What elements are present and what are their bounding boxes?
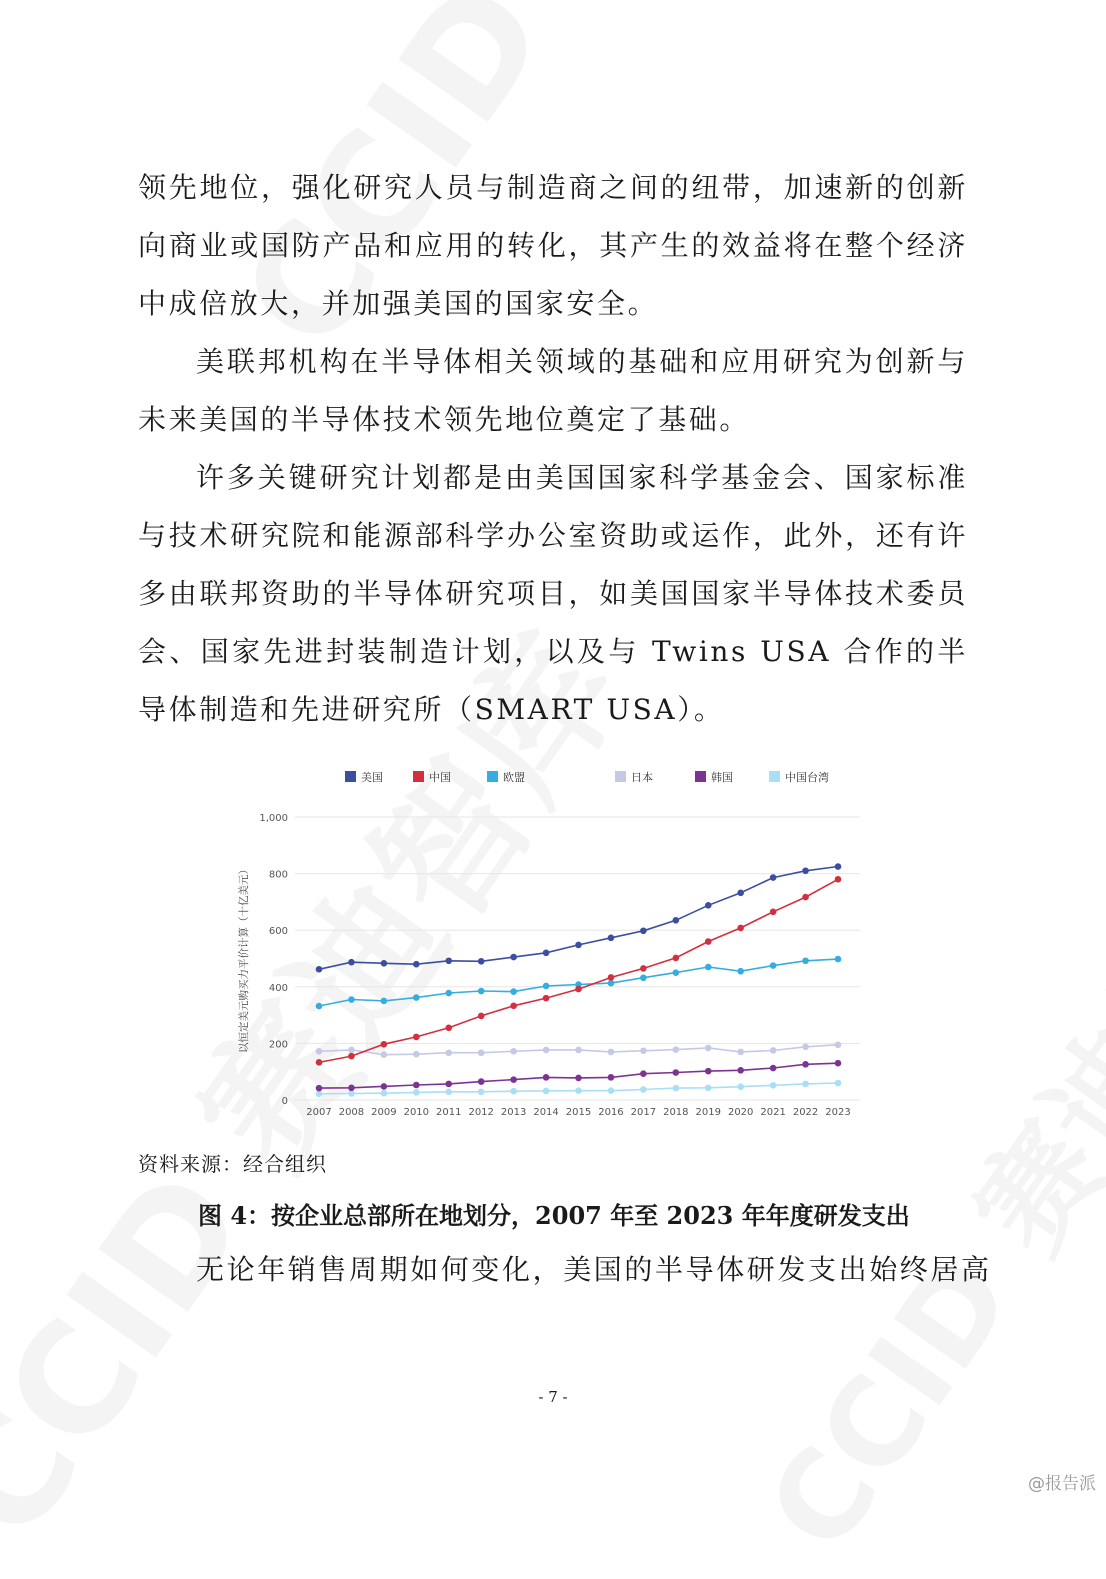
data-point [445, 990, 452, 997]
data-point [445, 1088, 452, 1095]
data-point [835, 876, 842, 883]
data-point [348, 1047, 355, 1054]
data-point [802, 957, 809, 964]
x-tick-label: 2014 [533, 1107, 559, 1118]
x-tick-label: 2010 [403, 1107, 430, 1118]
page-number: - 7 - [538, 1388, 568, 1406]
data-point [348, 1090, 355, 1097]
data-point [770, 1047, 777, 1054]
data-point [543, 983, 550, 990]
data-point [608, 1074, 615, 1081]
legend-label: 中国台湾 [785, 771, 829, 784]
data-point [835, 1042, 842, 1049]
data-point [316, 1090, 323, 1097]
data-point [381, 1051, 388, 1058]
data-point [770, 874, 777, 881]
data-point [413, 961, 420, 968]
data-point [445, 1081, 452, 1088]
x-tick-label: 2018 [663, 1107, 689, 1118]
data-point [381, 998, 388, 1005]
data-point [413, 1082, 420, 1089]
legend-swatch [695, 771, 706, 782]
data-point [316, 1059, 323, 1066]
data-point [705, 938, 712, 945]
figure-caption: 图 4：按企业总部所在地划分，2007 年至 2023 年年度研发支出 [198, 1201, 910, 1230]
legend-label: 欧盟 [503, 771, 525, 784]
data-point [673, 1085, 680, 1092]
series-line [319, 879, 838, 1062]
data-point [543, 995, 550, 1002]
data-point [737, 1083, 744, 1090]
legend-swatch [413, 771, 424, 782]
data-point [543, 1088, 550, 1095]
data-point [413, 1051, 420, 1058]
data-point [705, 1045, 712, 1052]
data-point [348, 1053, 355, 1060]
data-point [510, 954, 517, 961]
data-point [445, 957, 452, 964]
data-point [673, 1046, 680, 1053]
data-point [608, 1049, 615, 1056]
legend-label: 韩国 [711, 771, 733, 784]
data-point [478, 988, 485, 995]
data-point [510, 1002, 517, 1009]
data-point [478, 1049, 485, 1056]
paragraph-3: 许多关键研究计划都是由美国国家科学基金会、国家标准与技术研究院和能源部科学办公室资助或运作，此外，还有许多由联邦资助的半导体研究项目，如美国国家半导体技术委员会、国家先进封装制造计划，以及与 Twins USA 合作的半导体制造和先进研究所（SMART USA）。 [138, 461, 968, 726]
data-point [608, 1087, 615, 1094]
data-point [316, 1048, 323, 1055]
data-point [316, 1085, 323, 1092]
data-point [705, 964, 712, 971]
data-point [640, 1086, 647, 1093]
data-point [381, 960, 388, 967]
x-tick-label: 2015 [565, 1107, 592, 1118]
legend-label: 日本 [631, 771, 653, 784]
y-tick-label: 600 [268, 926, 288, 938]
paragraph-1: 领先地位，强化研究人员与制造商之间的纽带，加速新的创新向商业或国防产品和应用的转化，其产生的效益将在整个经济中成倍放大，并加强美国的国家安全。 [138, 171, 968, 320]
data-point [640, 927, 647, 934]
data-point [413, 994, 420, 1001]
y-tick-label: 0 [281, 1096, 288, 1107]
data-point [608, 935, 615, 942]
data-point [381, 1041, 388, 1048]
data-point [575, 986, 582, 993]
x-tick-label: 2023 [825, 1107, 851, 1118]
data-point [543, 950, 550, 957]
x-tick-label: 2016 [598, 1107, 624, 1118]
x-tick-label: 2007 [306, 1107, 332, 1118]
legend-swatch [487, 771, 498, 782]
data-point [445, 1025, 452, 1032]
y-tick-label: 800 [268, 869, 288, 881]
data-point [413, 1089, 420, 1096]
data-point [835, 1060, 842, 1067]
data-point [608, 980, 615, 987]
data-point [348, 996, 355, 1003]
data-point [835, 956, 842, 963]
paragraph-2: 美联邦机构在半导体相关领域的基础和应用研究为创新与未来美国的半导体技术领先地位奠定了基础。 [138, 345, 968, 436]
data-point [543, 1047, 550, 1054]
y-tick-label: 200 [268, 1039, 288, 1051]
data-point [705, 902, 712, 909]
x-tick-label: 2008 [338, 1107, 365, 1118]
x-tick-label: 2012 [468, 1107, 494, 1118]
y-tick-label: 400 [268, 982, 288, 994]
data-point [478, 1013, 485, 1020]
data-point [608, 974, 615, 981]
data-point [673, 969, 680, 976]
x-tick-label: 2017 [630, 1107, 657, 1118]
data-point [802, 1061, 809, 1068]
data-point [445, 1049, 452, 1056]
data-point [348, 1085, 355, 1092]
data-point [478, 1088, 485, 1095]
data-point [737, 925, 744, 932]
legend-swatch [345, 771, 356, 782]
x-tick-label: 2021 [760, 1107, 786, 1118]
data-point [802, 867, 809, 874]
data-point [478, 958, 485, 965]
data-point [802, 894, 809, 901]
x-tick-label: 2011 [436, 1107, 462, 1118]
paragraph-4-first-line: 无论年销售周期如何变化，美国的半导体研发支出始终居高 [196, 1253, 992, 1286]
data-point [510, 1048, 517, 1055]
data-point [510, 1076, 517, 1083]
data-point [802, 1043, 809, 1050]
legend-label: 美国 [361, 771, 383, 784]
data-point [575, 1087, 582, 1094]
data-point [575, 1047, 582, 1054]
data-point [543, 1074, 550, 1081]
data-point [575, 942, 582, 949]
data-point [770, 1082, 777, 1089]
data-point [673, 1069, 680, 1076]
data-point [510, 1088, 517, 1095]
rd-spending-line-chart [225, 755, 885, 1125]
x-tick-label: 2009 [371, 1107, 397, 1118]
data-point [835, 863, 842, 870]
data-point [770, 1065, 777, 1072]
y-axis-title: 以恒定美元购买力平价计算（十亿美元） [238, 864, 250, 1053]
data-point [673, 917, 680, 924]
data-point [640, 974, 647, 981]
data-point [770, 909, 777, 916]
y-tick-label: 1,000 [259, 813, 288, 824]
data-point [510, 988, 517, 995]
data-point [316, 1003, 323, 1010]
data-point [348, 959, 355, 966]
brand-watermark: @报告派 [1028, 1474, 1096, 1494]
data-point [737, 890, 744, 897]
x-tick-label: 2022 [792, 1107, 819, 1118]
data-point [737, 1067, 744, 1074]
data-point [835, 1080, 842, 1087]
legend-swatch [769, 771, 780, 782]
data-point [640, 965, 647, 972]
data-point [737, 1049, 744, 1056]
legend-swatch [615, 771, 626, 782]
data-point [575, 1075, 582, 1082]
x-tick-label: 2019 [695, 1107, 721, 1118]
legend-label: 中国 [429, 771, 451, 784]
data-point [705, 1068, 712, 1075]
data-point [640, 1047, 647, 1054]
source-note: 资料来源：经合组织 [138, 1152, 327, 1176]
x-tick-label: 2020 [727, 1107, 754, 1118]
data-point [737, 968, 744, 975]
x-tick-label: 2013 [500, 1107, 527, 1118]
data-point [770, 962, 777, 969]
data-point [413, 1034, 420, 1041]
data-point [381, 1090, 388, 1097]
data-point [802, 1081, 809, 1088]
data-point [381, 1083, 388, 1090]
data-point [478, 1078, 485, 1085]
data-point [640, 1070, 647, 1077]
data-point [673, 955, 680, 962]
data-point [705, 1085, 712, 1092]
data-point [316, 966, 323, 973]
